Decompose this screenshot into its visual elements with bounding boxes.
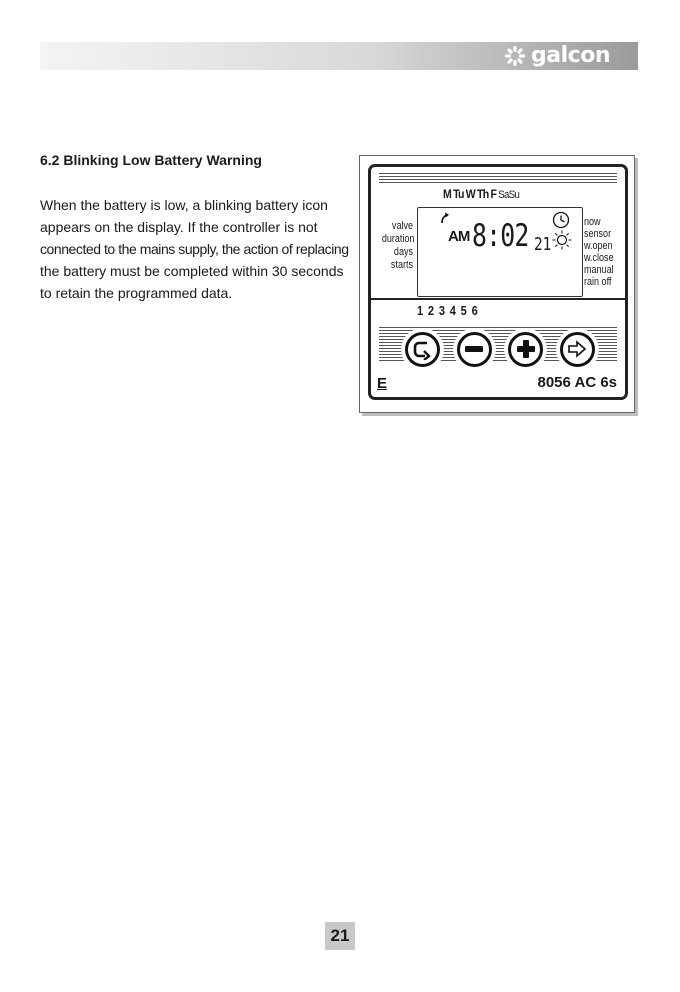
day-label: Th xyxy=(477,187,489,201)
model-label: 8056 AC 6s xyxy=(537,374,617,391)
label-rain-off: rain off xyxy=(584,276,612,288)
day-label: Sa xyxy=(498,189,509,201)
section-title: 6.2 Blinking Low Battery Warning xyxy=(40,152,262,168)
time-display: 8:02 xyxy=(472,218,529,254)
page-number: 21 xyxy=(325,922,355,950)
body-line: When the battery is low, a blinking battery icon xyxy=(40,197,328,213)
lcd-display xyxy=(417,207,583,297)
panel-stripes xyxy=(379,173,617,185)
right-arrow-icon xyxy=(566,338,588,360)
day-label: Tu xyxy=(453,187,464,201)
label-starts: starts xyxy=(390,259,413,271)
label-w-open: w.open xyxy=(584,240,613,252)
controller-panel xyxy=(368,164,628,400)
minus-icon xyxy=(463,338,485,360)
loop-button[interactable] xyxy=(405,332,440,367)
curved-arrow-icon xyxy=(440,212,450,224)
clock-icon xyxy=(552,211,570,229)
body-line: to retain the programmed data. xyxy=(40,285,233,301)
device-illustration xyxy=(359,155,635,413)
weekday-row xyxy=(443,187,519,201)
seconds-display: 21 xyxy=(534,234,552,255)
plus-icon xyxy=(515,338,537,360)
valve-numbers: 1 2 3 4 5 6 xyxy=(417,303,478,318)
button-row xyxy=(405,329,595,369)
label-now: now xyxy=(584,216,601,228)
label-w-close: w.close xyxy=(584,252,614,264)
label-duration: duration xyxy=(381,233,415,245)
brand-logo xyxy=(504,43,610,69)
panel-divider xyxy=(371,298,625,300)
plus-button[interactable] xyxy=(508,332,543,367)
body-line: the battery must be completed within 30 seconds xyxy=(40,263,344,279)
label-valve: valve xyxy=(391,220,413,232)
header-bar xyxy=(40,42,638,70)
ampm-indicator: AM xyxy=(448,228,470,245)
label-manual: manual xyxy=(584,264,614,276)
galcon-logo-icon xyxy=(504,45,526,67)
label-days: days xyxy=(393,246,413,258)
body-paragraph xyxy=(40,194,350,304)
brand-name: galcon xyxy=(531,43,610,68)
body-line: connected to the mains supply, the action of replacing xyxy=(40,241,349,257)
body-line: appears on the display. If the controller is not xyxy=(40,219,318,235)
minus-button[interactable] xyxy=(457,332,492,367)
sun-sensor-icon xyxy=(552,230,572,250)
day-label: F xyxy=(490,187,497,201)
language-letter: E xyxy=(377,375,388,392)
right-labels xyxy=(584,216,614,288)
label-sensor: sensor xyxy=(584,228,612,240)
day-label: W xyxy=(465,187,476,201)
day-label: M xyxy=(443,187,452,201)
next-button[interactable] xyxy=(560,332,595,367)
day-label: Su xyxy=(508,189,520,201)
left-labels xyxy=(382,220,413,272)
loop-arrow-icon xyxy=(412,338,434,360)
